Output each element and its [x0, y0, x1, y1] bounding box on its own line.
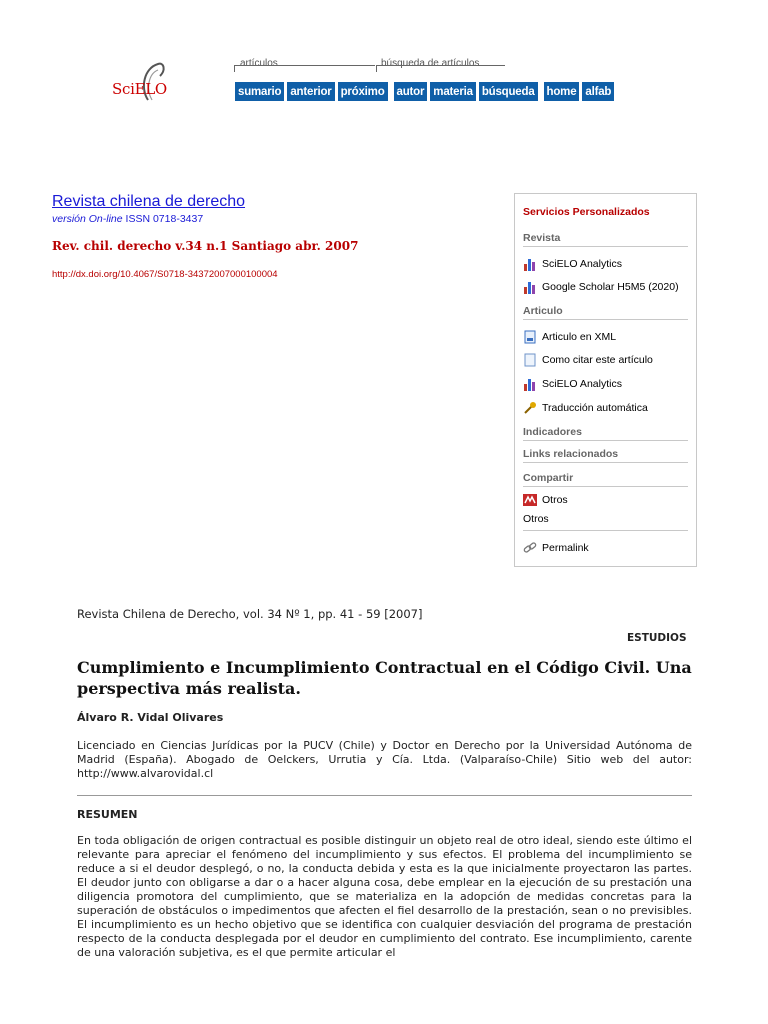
share-otros-text-link[interactable]: Otros [523, 513, 549, 525]
share-otros-button[interactable] [523, 493, 568, 507]
nav-alfab-button[interactable]: alfab [581, 81, 615, 102]
compartir-divider [523, 530, 688, 531]
journal-version [52, 213, 203, 225]
nav-home-button[interactable]: home [543, 81, 581, 102]
cite-article-link[interactable] [523, 353, 653, 367]
auto-translation-label: Traducción automática [542, 402, 648, 414]
logo-text: SciELO [112, 80, 167, 98]
resumen-heading: RESUMEN [77, 808, 138, 821]
indicadores-link[interactable]: Indicadores [523, 426, 688, 441]
articulo-section-label: Articulo [523, 305, 688, 320]
issn: ISSN 0718-3437 [125, 213, 204, 225]
permalink-link[interactable] [523, 541, 589, 555]
xml-document-icon [523, 330, 537, 344]
share-icon [523, 493, 537, 507]
translate-key-icon [523, 401, 537, 415]
article-scielo-analytics-label: SciELO Analytics [542, 378, 622, 390]
nav-anterior-button[interactable]: anterior [286, 81, 335, 102]
bar-chart-icon [523, 257, 537, 271]
compartir-section-label: Compartir [523, 472, 688, 487]
services-header: Servicios Personalizados [523, 206, 650, 218]
cite-article-label: Como citar este artículo [542, 354, 653, 366]
article-source: Revista Chilena de Derecho, vol. 34 Nº 1, pp. 41 - 59 [2007] [77, 607, 423, 621]
article-scielo-analytics-link[interactable] [523, 377, 622, 391]
nav-materia-button[interactable]: materia [429, 81, 477, 102]
share-otros-label: Otros [542, 494, 568, 506]
article-section: ESTUDIOS [627, 632, 687, 644]
navigation-bar [234, 81, 616, 102]
doi-link[interactable]: http://dx.doi.org/10.4067/S0718-34372007000100004 [52, 269, 278, 280]
nav-group-search-label: búsqueda de artículos [381, 58, 480, 69]
link-icon [523, 541, 537, 555]
nav-autor-button[interactable]: autor [393, 81, 429, 102]
document-icon [523, 353, 537, 367]
google-scholar-label: Google Scholar H5M5 (2020) [542, 281, 679, 293]
article-author: Álvaro R. Vidal Olivares [77, 711, 224, 724]
nav-sumario-button[interactable]: sumario [234, 81, 285, 102]
links-relacionados-link[interactable]: Links relacionados [523, 448, 688, 463]
scielo-logo[interactable] [108, 60, 178, 110]
issue-citation: Rev. chil. derecho v.34 n.1 Santiago abr. 2007 [52, 239, 359, 253]
revista-scielo-analytics-label: SciELO Analytics [542, 258, 622, 270]
google-scholar-link[interactable] [523, 280, 679, 294]
nav-proximo-button[interactable]: próximo [337, 81, 389, 102]
article-xml-label: Articulo en XML [542, 331, 617, 343]
journal-title-link[interactable]: Revista chilena de derecho [52, 193, 246, 210]
bar-chart-icon [523, 280, 537, 294]
revista-section-label: Revista [523, 232, 688, 247]
nav-group-search-bracket [376, 65, 505, 72]
revista-scielo-analytics-link[interactable] [523, 257, 622, 271]
nav-group-articles-bracket [234, 65, 375, 72]
author-affiliation: Licenciado en Ciencias Jurídicas por la PUCV (Chile) y Doctor en Derecho por la Universidad Autónoma de Madrid (España). Abogado de Oelckers, Urrutia y Cía. Ltda. (Valparaíso-Chile) Sitio web del autor: http://www.alvarovidal.cl [77, 739, 692, 780]
article-title: Cumplimiento e Incumplimiento Contractual en el Código Civil. Una perspectiva más realista. [77, 658, 692, 698]
article-xml-link[interactable] [523, 330, 616, 344]
resumen-text: En toda obligación de origen contractual es posible distinguir un objeto real de otro ideal, siendo este último el relevante para apreciar el fenómeno del incumplimiento y sus efectos. El problema del incumplimiento se reduce a si el deudor desplegó, o no, la conducta debida y esta es la que inicialmente proyectaron las partes. El deudor junto con obligarse a dar o a hacer alguna cosa, debe emplear en la ejecución de su prestación una diligencia promotora del cumplimiento, que se materializa en la adopción de medidas concretas para la superación de obstáculos o impedimentos que afecten el fiel desarrollo de la prestación, sean o no previsibles. El incumplimiento es un hecho objetivo que se identifica con cualquier desviación del programa de prestación respecto de la conducta desplegada por el deudor en cumplimiento del contrato. Ese incumplimiento, carente de una valoración subjetiva, es el que permite articular el [77, 834, 692, 959]
nav-busqueda-button[interactable]: búsqueda [478, 81, 539, 102]
permalink-label: Permalink [542, 542, 589, 554]
nav-group-articles-label: artículos [240, 58, 278, 69]
auto-translation-link[interactable] [523, 401, 648, 415]
version-label: versión On-line [52, 213, 123, 225]
bar-chart-icon [523, 377, 537, 391]
personalized-services-panel [514, 193, 697, 567]
horizontal-rule [77, 795, 692, 796]
